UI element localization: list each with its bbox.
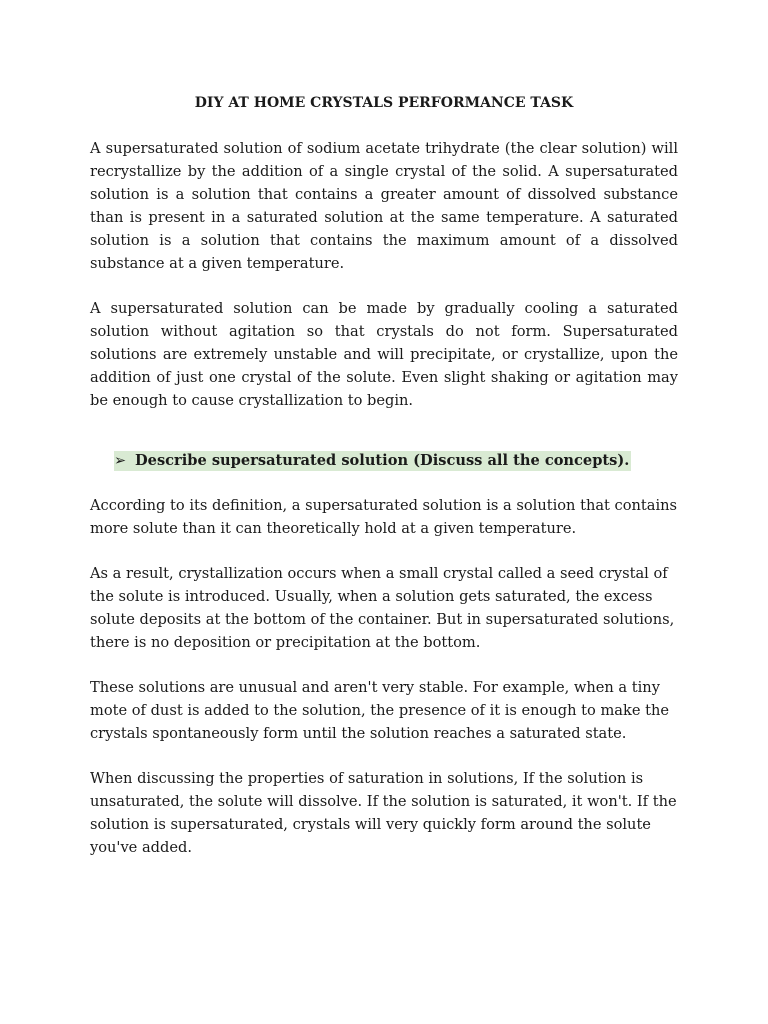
document-title: DIY AT HOME CRYSTALS PERFORMANCE TASK <box>194 95 574 111</box>
document-page <box>90 92 678 881</box>
question-highlight <box>114 451 631 471</box>
answer-paragraph: These solutions are unusual and aren't very stable. For example, when a tiny mote of dust is added to the solution, the presence of it is enough to make the crystals spontaneously form until the solution reaches a saturated state. <box>90 679 669 742</box>
intro-paragraph: A supersaturated solution can be made by gradually cooling a saturated solution without agitation so that crystals do not form. Supersaturated solutions are extremely unstable and will precipitate, or crystallize, upon the addition of just one crystal of the solute. Even slight shaking or agitation may be enough to cause crystallization to begin. <box>90 300 678 409</box>
question-text: Describe supersaturated solution (Discuss all the concepts). <box>135 452 630 469</box>
arrow-bullet-icon: ➢ <box>114 452 127 469</box>
question-item <box>90 449 678 472</box>
answer-paragraph: According to its definition, a supersaturated solution is a solution that contains more solute than it can theoretically hold at a given temperature. <box>90 497 678 537</box>
answer-paragraph: When discussing the properties of saturation in solutions, If the solution is unsaturated, the solute will dissolve. If the solution is saturated, it won't. If the solution is supersaturated, crystals will very quickly form around the solute you've added. <box>90 770 677 856</box>
intro-paragraph: A supersaturated solution of sodium acetate trihydrate (the clear solution) will recrystallize by the addition of a single crystal of the solid. A supersaturated solution is a solution that contains a greater amount of dissolved substance than is present in a saturated solution at the same temperature. A saturated solution is a solution that contains the maximum amount of a dissolved substance at a given temperature. <box>90 140 678 272</box>
answer-paragraph: As a result, crystallization occurs when a small crystal called a seed crystal of the solute is introduced. Usually, when a solution gets saturated, the excess solute deposits at the bottom of the container. But in supersaturated solutions, there is no deposition or precipitation at the bottom. <box>90 565 675 651</box>
